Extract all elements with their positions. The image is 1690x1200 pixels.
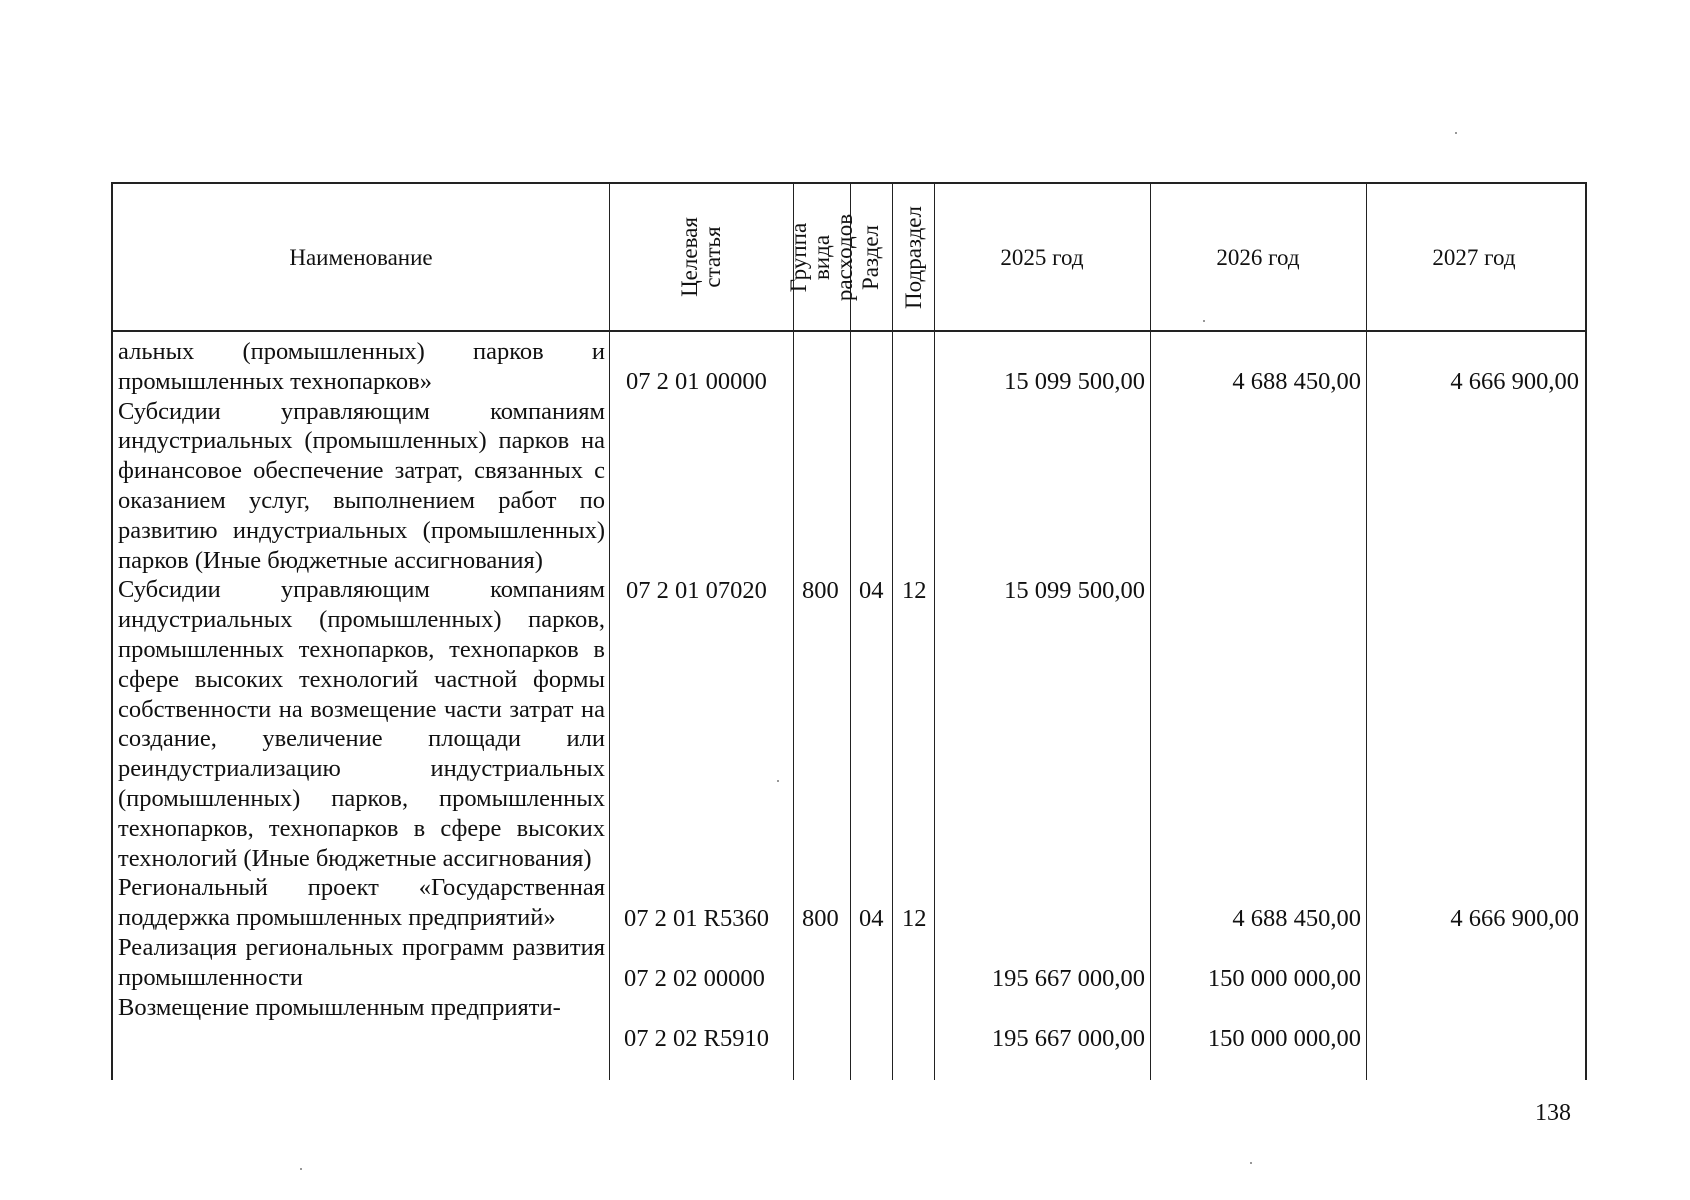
header-year-2027: 2027 год: [1432, 244, 1516, 270]
table-row-name: Субсидии управляющим компаниям индустриальных (промышленных) парков на финансовое обеспечение затрат, связанных с оказанием услуг, выполнением работ по развитию индустриальных (промышленных) парков (Иные бюджетные ассигнования): [118, 397, 605, 574]
table-row-name: Региональный проект «Государственная поддержка промышленных предприятий»: [118, 874, 605, 932]
header-section-label: Раздел: [858, 224, 884, 290]
header-name: Наименование: [289, 244, 433, 270]
scan-speck: [777, 780, 779, 782]
table-row-2025: 195 667 000,00: [991, 1025, 1145, 1052]
scan-speck: [1203, 320, 1205, 322]
header-expense-group-label: Группа вида расходов: [786, 213, 858, 301]
budget-table: [111, 182, 1587, 1080]
table-row-name: Реализация региональных программ развития промышленности: [118, 933, 605, 991]
table-row-2025: 195 667 000,00: [991, 965, 1145, 992]
header-subsection: [892, 184, 934, 330]
header-expense-group: [786, 184, 858, 330]
table-row-2026: 150 000 000,00: [1207, 1025, 1361, 1052]
table-row-code: 07 2 01 R5360: [624, 905, 769, 932]
table-row-2026: 4 688 450,00: [1232, 368, 1361, 395]
table-row-code: 07 2 01 07020: [626, 577, 767, 604]
name-column: [118, 337, 605, 1022]
table-row-2027: 4 666 900,00: [1450, 905, 1579, 932]
table-row-code: 07 2 01 00000: [626, 368, 767, 395]
table-row-section: 04: [859, 577, 884, 604]
header-target-article: [609, 184, 793, 330]
header-section: [850, 184, 892, 330]
table-row-2026: 150 000 000,00: [1207, 965, 1361, 992]
table-row-subsection: 12: [902, 577, 927, 604]
table-row-name: Возмещение промышленным предприяти-: [118, 993, 561, 1021]
table-row-subsection: 12: [902, 905, 927, 932]
table-row-2026: 4 688 450,00: [1232, 905, 1361, 932]
table-row-name: Субсидии управляющим компаниям индустриальных (промышленных) парков, промышленных технопарков, технопарков в сфере высоких технологий частной формы собственности на возмещение части затрат на создание, увеличение площади или реиндустриализацию индустриальных (промышленных) парков, промышленных технопарков, технопарков в сфере высоких технологий (Иные бюджетные ассигнования): [118, 576, 605, 872]
table-row-section: 04: [859, 905, 884, 932]
scan-speck: [1455, 132, 1457, 134]
header-target-article-label: Целевая статья: [676, 217, 725, 297]
header-year-2025: 2025 год: [1000, 244, 1084, 270]
table-row-group: 800: [802, 577, 839, 604]
header-divider: [113, 330, 1585, 332]
header-subsection-label: Подраздел: [900, 205, 926, 309]
table-row-name: альных (промышленных) парков и промышленных технопарков»: [118, 338, 605, 395]
scan-speck: [1250, 1162, 1252, 1164]
scan-speck: [300, 1168, 302, 1170]
table-row-code: 07 2 02 00000: [624, 965, 765, 992]
table-row-code: 07 2 02 R5910: [624, 1025, 769, 1052]
table-row-2027: 4 666 900,00: [1450, 368, 1579, 395]
page-number: 138: [1535, 1100, 1571, 1126]
table-row-2025: 15 099 500,00: [1004, 368, 1145, 395]
table-row-group: 800: [802, 905, 839, 932]
header-year-2026: 2026 год: [1216, 244, 1300, 270]
table-row-2025: 15 099 500,00: [1004, 577, 1145, 604]
